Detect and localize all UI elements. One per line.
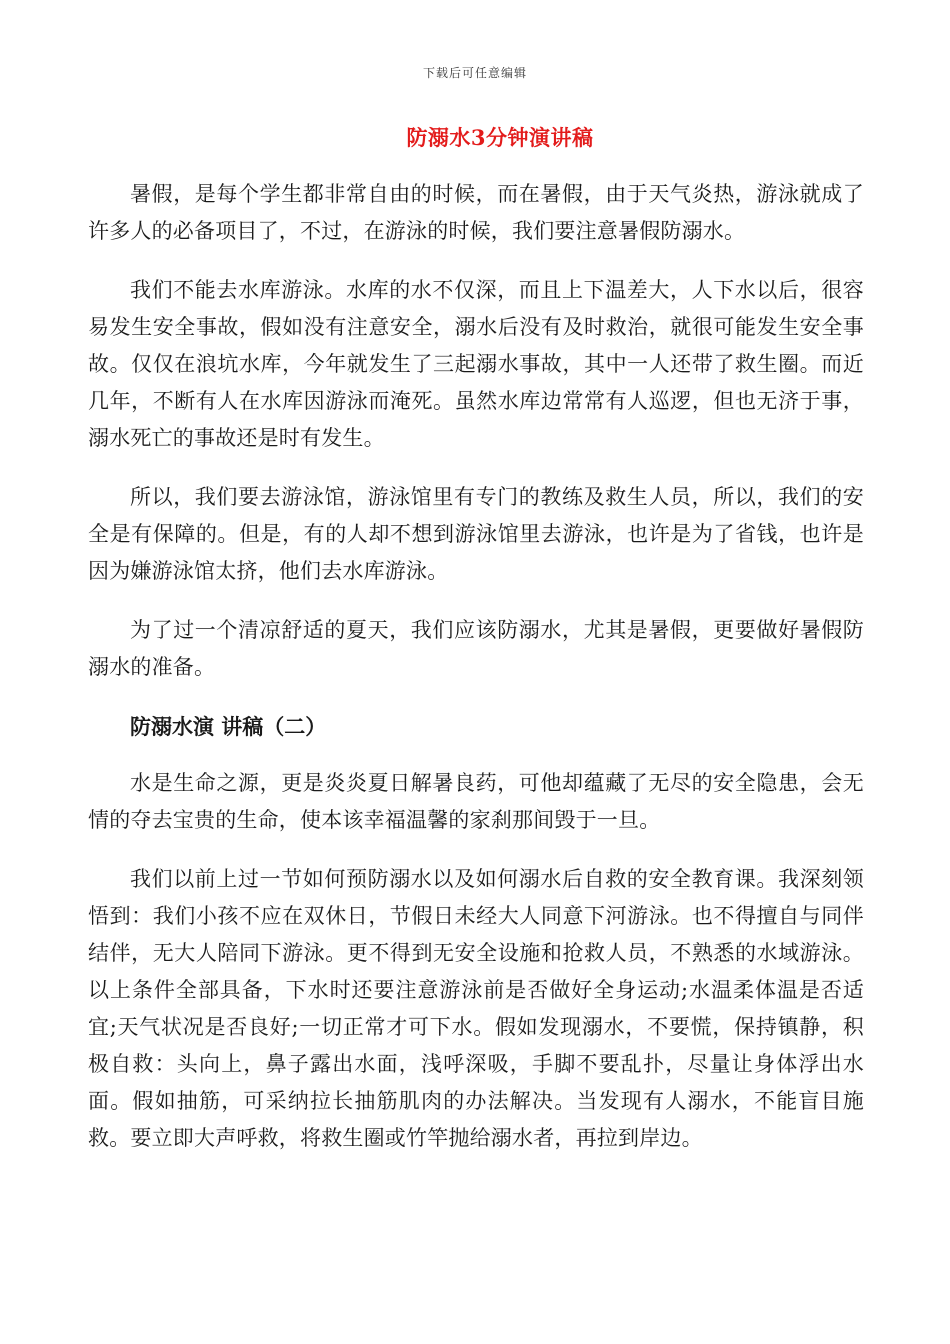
section-heading: 防溺水演 讲稿（二）	[130, 714, 327, 739]
page-title: 防溺水3分钟演讲稿	[406, 125, 594, 150]
paragraph: 水是生命之源，更是炎炎夏日解暑良药，可他却蕴藏了无尽的安全隐患，会无情的夺去宝贵的生命，使本该幸福温馨的家刹那间毁于一旦。	[88, 771, 864, 832]
document-body	[88, 176, 864, 1179]
paragraph: 我们以前上过一节如何预防溺水以及如何溺水后自救的安全教育课。我深刻领悟到：我们小孩不应在双休日，节假日未经大人同意下河游泳。也不得擅自与同伴结伴，无大人陪同下游泳。更不得到无安全设施和抢救人员，不熟悉的水域游泳。以上条件全部具备，下水时还要注意游泳前是否做好全身运动;水温柔体温是否适宜;天气状况是否良好;一切正常才可下水。假如发现溺水，不要慌，保持镇静，积极自救：头向上，鼻子露出水面，浅呼深吸，手脚不要乱扑，尽量让身体浮出水面。假如抽筋，可采纳拉长抽筋肌肉的办法解决。当发现有人溺水，不能盲目施救。要立即大声呼救，将救生圈或竹竿抛给溺水者，再拉到岸边。	[88, 867, 864, 1150]
paragraph: 所以，我们要去游泳馆，游泳馆里有专门的教练及救生人员，所以，我们的安全是有保障的。但是，有的人却不想到游泳馆里去游泳，也许是为了省钱，也许是因为嫌游泳馆太挤，他们去水库游泳。	[88, 485, 864, 583]
header-note: 下载后可任意编辑	[422, 66, 527, 80]
paragraph: 我们不能去水库游泳。水库的水不仅深，而且上下温差大，人下水以后，很容易发生安全事故，假如没有注意安全，溺水后没有及时救治，就很可能发生安全事故。仅仅在浪坑水库，今年就发生了三起溺水事故，其中一人还带了救生圈。而近几年，不断有人在水库因游泳而淹死。虽然水库边常常有人巡逻，但也无济于事，溺水死亡的事故还是时有发生。	[88, 278, 864, 450]
paragraph: 为了过一个清凉舒适的夏天，我们应该防溺水，尤其是暑假，更要做好暑假防溺水的准备。	[88, 618, 864, 679]
paragraph: 暑假，是每个学生都非常自由的时候，而在暑假，由于天气炎热，游泳就成了许多人的必备项目了，不过，在游泳的时候，我们要注意暑假防溺水。	[88, 182, 864, 243]
